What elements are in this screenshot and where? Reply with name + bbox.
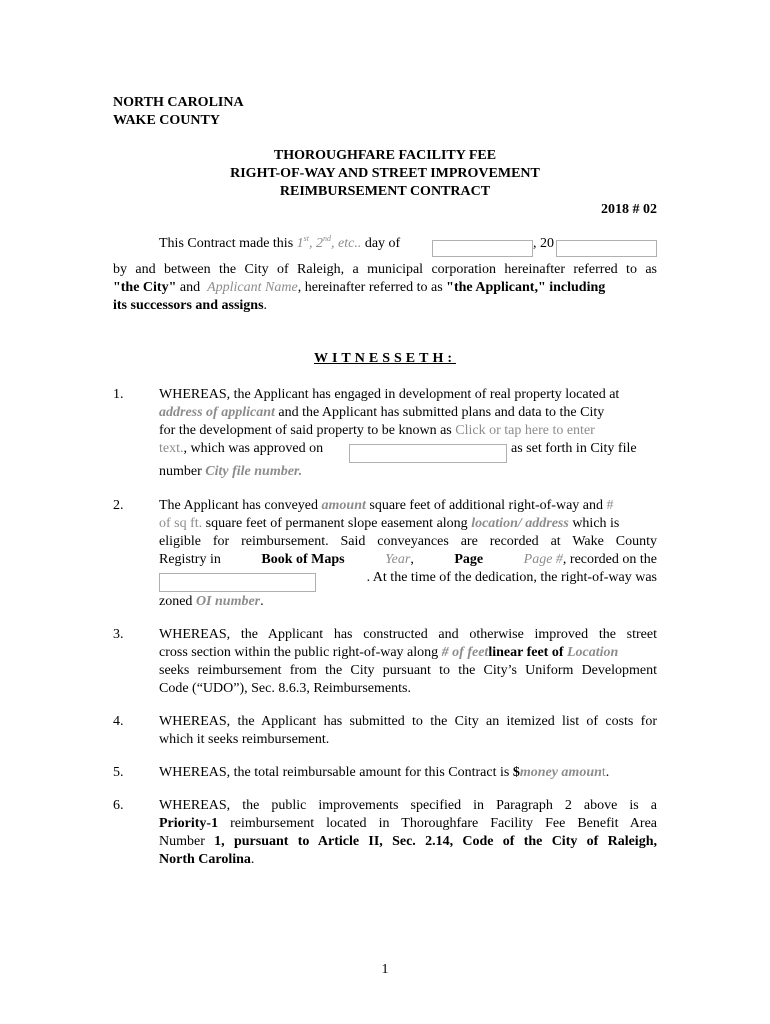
item-3-line-2 bbox=[159, 645, 618, 661]
day-of-text: day of bbox=[364, 236, 401, 251]
page-number: 1 bbox=[381, 962, 389, 977]
item-1-line-1: WHEREAS, the Applicant has engaged in development of real property located at bbox=[159, 387, 620, 402]
item-5-line-1 bbox=[159, 765, 609, 781]
the-city-term: "the City" bbox=[113, 280, 177, 295]
book-of-maps-text: Book of Maps bbox=[261, 552, 345, 567]
priority-text: Priority-1 bbox=[159, 816, 219, 831]
item-5-number: 5. bbox=[113, 765, 124, 780]
ordinal-etc: , etc.. bbox=[331, 236, 362, 251]
intro-line-4 bbox=[113, 298, 267, 314]
ordinal-sep: , 2 bbox=[309, 236, 323, 251]
feet-placeholder[interactable]: # of feet bbox=[441, 645, 489, 660]
money-amount-placeholder[interactable]: money amoun bbox=[519, 765, 602, 780]
item-1-line-4 bbox=[159, 441, 323, 457]
comma: , bbox=[410, 552, 414, 567]
item-1-line-2 bbox=[159, 405, 604, 421]
item-1-text-4: , which was approved on bbox=[183, 441, 324, 456]
item-5-text: WHEREAS, the total reimbursable amount for this Contract is bbox=[159, 765, 513, 780]
state-heading: NORTH CAROLINA bbox=[113, 95, 244, 110]
item-2-number: 2. bbox=[113, 498, 124, 513]
item-2-line-3: eligible for reimbursement. Said conveyances are recorded at Wake County bbox=[159, 534, 657, 549]
item-3-line-1: WHEREAS, the Applicant has constructed and otherwise improved the street bbox=[159, 627, 657, 642]
item-1-file-text: as set forth in City file bbox=[511, 441, 637, 456]
recorded-text: , recorded on the bbox=[562, 552, 657, 567]
money-amount-tail[interactable]: t bbox=[601, 765, 606, 780]
item-1-line-5 bbox=[159, 464, 302, 480]
item-6-line-1: WHEREAS, the public improvements specified in Paragraph 2 above is a bbox=[159, 798, 657, 813]
item-2-line-1 bbox=[159, 498, 614, 514]
year-field[interactable] bbox=[556, 240, 657, 257]
item-2-text-2: square feet of additional right-of-way and bbox=[365, 498, 607, 513]
number-text: number bbox=[159, 464, 206, 479]
item-6-period: . bbox=[250, 852, 255, 867]
linear-feet-text: linear feet of bbox=[488, 645, 567, 660]
item-4-line-1: WHEREAS, the Applicant has submitted to the City an itemized list of costs for bbox=[159, 714, 657, 729]
item-1-number: 1. bbox=[113, 387, 124, 402]
north-carolina-text: North Carolina bbox=[159, 852, 251, 867]
witnesseth-heading bbox=[0, 351, 770, 367]
item-2-line-2 bbox=[159, 516, 619, 532]
item-6-line-2 bbox=[159, 816, 657, 832]
dollar-sign: $ bbox=[512, 765, 520, 780]
recording-date-field[interactable] bbox=[159, 573, 316, 592]
hereinafter-text: , hereinafter referred to as bbox=[297, 280, 443, 295]
location-placeholder[interactable]: Location bbox=[566, 645, 619, 660]
page-number-placeholder[interactable]: Page # bbox=[523, 552, 563, 567]
item-3-line-3: seeks reimbursement from the City pursuant to the City’s Uniform Development bbox=[159, 663, 657, 678]
ordinal-1-sup: st bbox=[303, 234, 309, 243]
made-this-text: This Contract made this bbox=[159, 236, 294, 251]
and-text: and bbox=[179, 280, 201, 295]
intro-line-1 bbox=[159, 236, 400, 252]
item-6-number: 6. bbox=[113, 798, 124, 813]
amount-placeholder[interactable]: amount bbox=[321, 498, 366, 513]
project-name-placeholder-cont[interactable]: text. bbox=[159, 441, 184, 456]
item-3-line-4: Code (“UDO”), Sec. 8.6.3, Reimbursements. bbox=[159, 681, 411, 696]
title-line-2: RIGHT-OF-WAY AND STREET IMPROVEMENT bbox=[230, 166, 540, 181]
address-placeholder[interactable]: address of applicant bbox=[159, 405, 275, 420]
item-2-text-1: The Applicant has conveyed bbox=[159, 498, 322, 513]
successors-text: its successors and assigns bbox=[113, 298, 264, 313]
city-file-number-placeholder[interactable]: City file number. bbox=[205, 464, 303, 479]
applicant-name-placeholder[interactable]: Applicant Name bbox=[207, 280, 298, 295]
intro-line-3 bbox=[113, 280, 657, 296]
approval-date-field[interactable] bbox=[349, 444, 507, 463]
item-5-period: . bbox=[605, 765, 610, 780]
sqft-placeholder[interactable]: # bbox=[606, 498, 614, 513]
month-field[interactable] bbox=[432, 240, 533, 257]
title-line-1: THOROUGHFARE FACILITY FEE bbox=[273, 148, 497, 163]
location-address-placeholder[interactable]: location/ address bbox=[471, 516, 569, 531]
item-2-line-6 bbox=[159, 594, 264, 610]
witnesseth-text: WITNESSETH: bbox=[313, 351, 457, 366]
zoned-text: zoned bbox=[159, 594, 196, 609]
item-4-number: 4. bbox=[113, 714, 124, 729]
oi-number-placeholder[interactable]: OI number bbox=[195, 594, 261, 609]
item-4-line-2: which it seeks reimbursement. bbox=[159, 732, 330, 747]
item-6-line-3 bbox=[159, 834, 657, 850]
item-3-number: 3. bbox=[113, 627, 124, 642]
registry-text: Registry in bbox=[159, 552, 221, 567]
item-6-bold-tail: 1, pursuant to Article II, Sec. 2.14, Code of the City of Raleigh, bbox=[214, 834, 657, 849]
year-prefix: , 20 bbox=[533, 236, 554, 251]
item-2-text-3: square feet of permanent slope easement along bbox=[202, 516, 472, 531]
county-heading: WAKE COUNTY bbox=[113, 113, 220, 128]
item-2-line-5: . At the time of the dedication, the right-of-way was bbox=[366, 570, 657, 585]
item-6-text-2: reimbursement located in Thoroughfare Facility Fee Benefit Area bbox=[218, 816, 657, 831]
contract-number: 2018 # 02 bbox=[601, 202, 657, 217]
item-2-text-4: which is bbox=[568, 516, 620, 531]
item-2-line-4 bbox=[159, 552, 657, 568]
item-2-period: . bbox=[260, 594, 264, 609]
ordinal-2-sup: nd bbox=[323, 234, 331, 243]
item-1-line-3 bbox=[159, 423, 595, 439]
item-1-text-3: for the development of said property to be known as bbox=[159, 423, 456, 438]
sqft-placeholder-cont[interactable]: of sq ft. bbox=[159, 516, 203, 531]
title-line-3: REIMBURSEMENT CONTRACT bbox=[279, 184, 491, 199]
page-text: Page bbox=[454, 552, 484, 567]
the-applicant-term: "the Applicant," including bbox=[446, 280, 606, 295]
ordinal-1: 1 bbox=[296, 236, 304, 251]
item-1-text-2: and the Applicant has submitted plans and data to the City bbox=[274, 405, 605, 420]
year-placeholder[interactable]: Year bbox=[385, 552, 411, 567]
day-ordinal-placeholder[interactable] bbox=[297, 236, 362, 251]
intro-line-2: by and between the City of Raleigh, a municipal corporation hereinafter referred to as bbox=[113, 262, 657, 277]
item-6-line-4 bbox=[159, 852, 254, 868]
intro-period: . bbox=[263, 298, 268, 313]
item-3-text-2: cross section within the public right-of-way along bbox=[159, 645, 442, 660]
project-name-placeholder[interactable]: Click or tap here to enter bbox=[455, 423, 595, 438]
number-label: Number bbox=[159, 834, 215, 849]
